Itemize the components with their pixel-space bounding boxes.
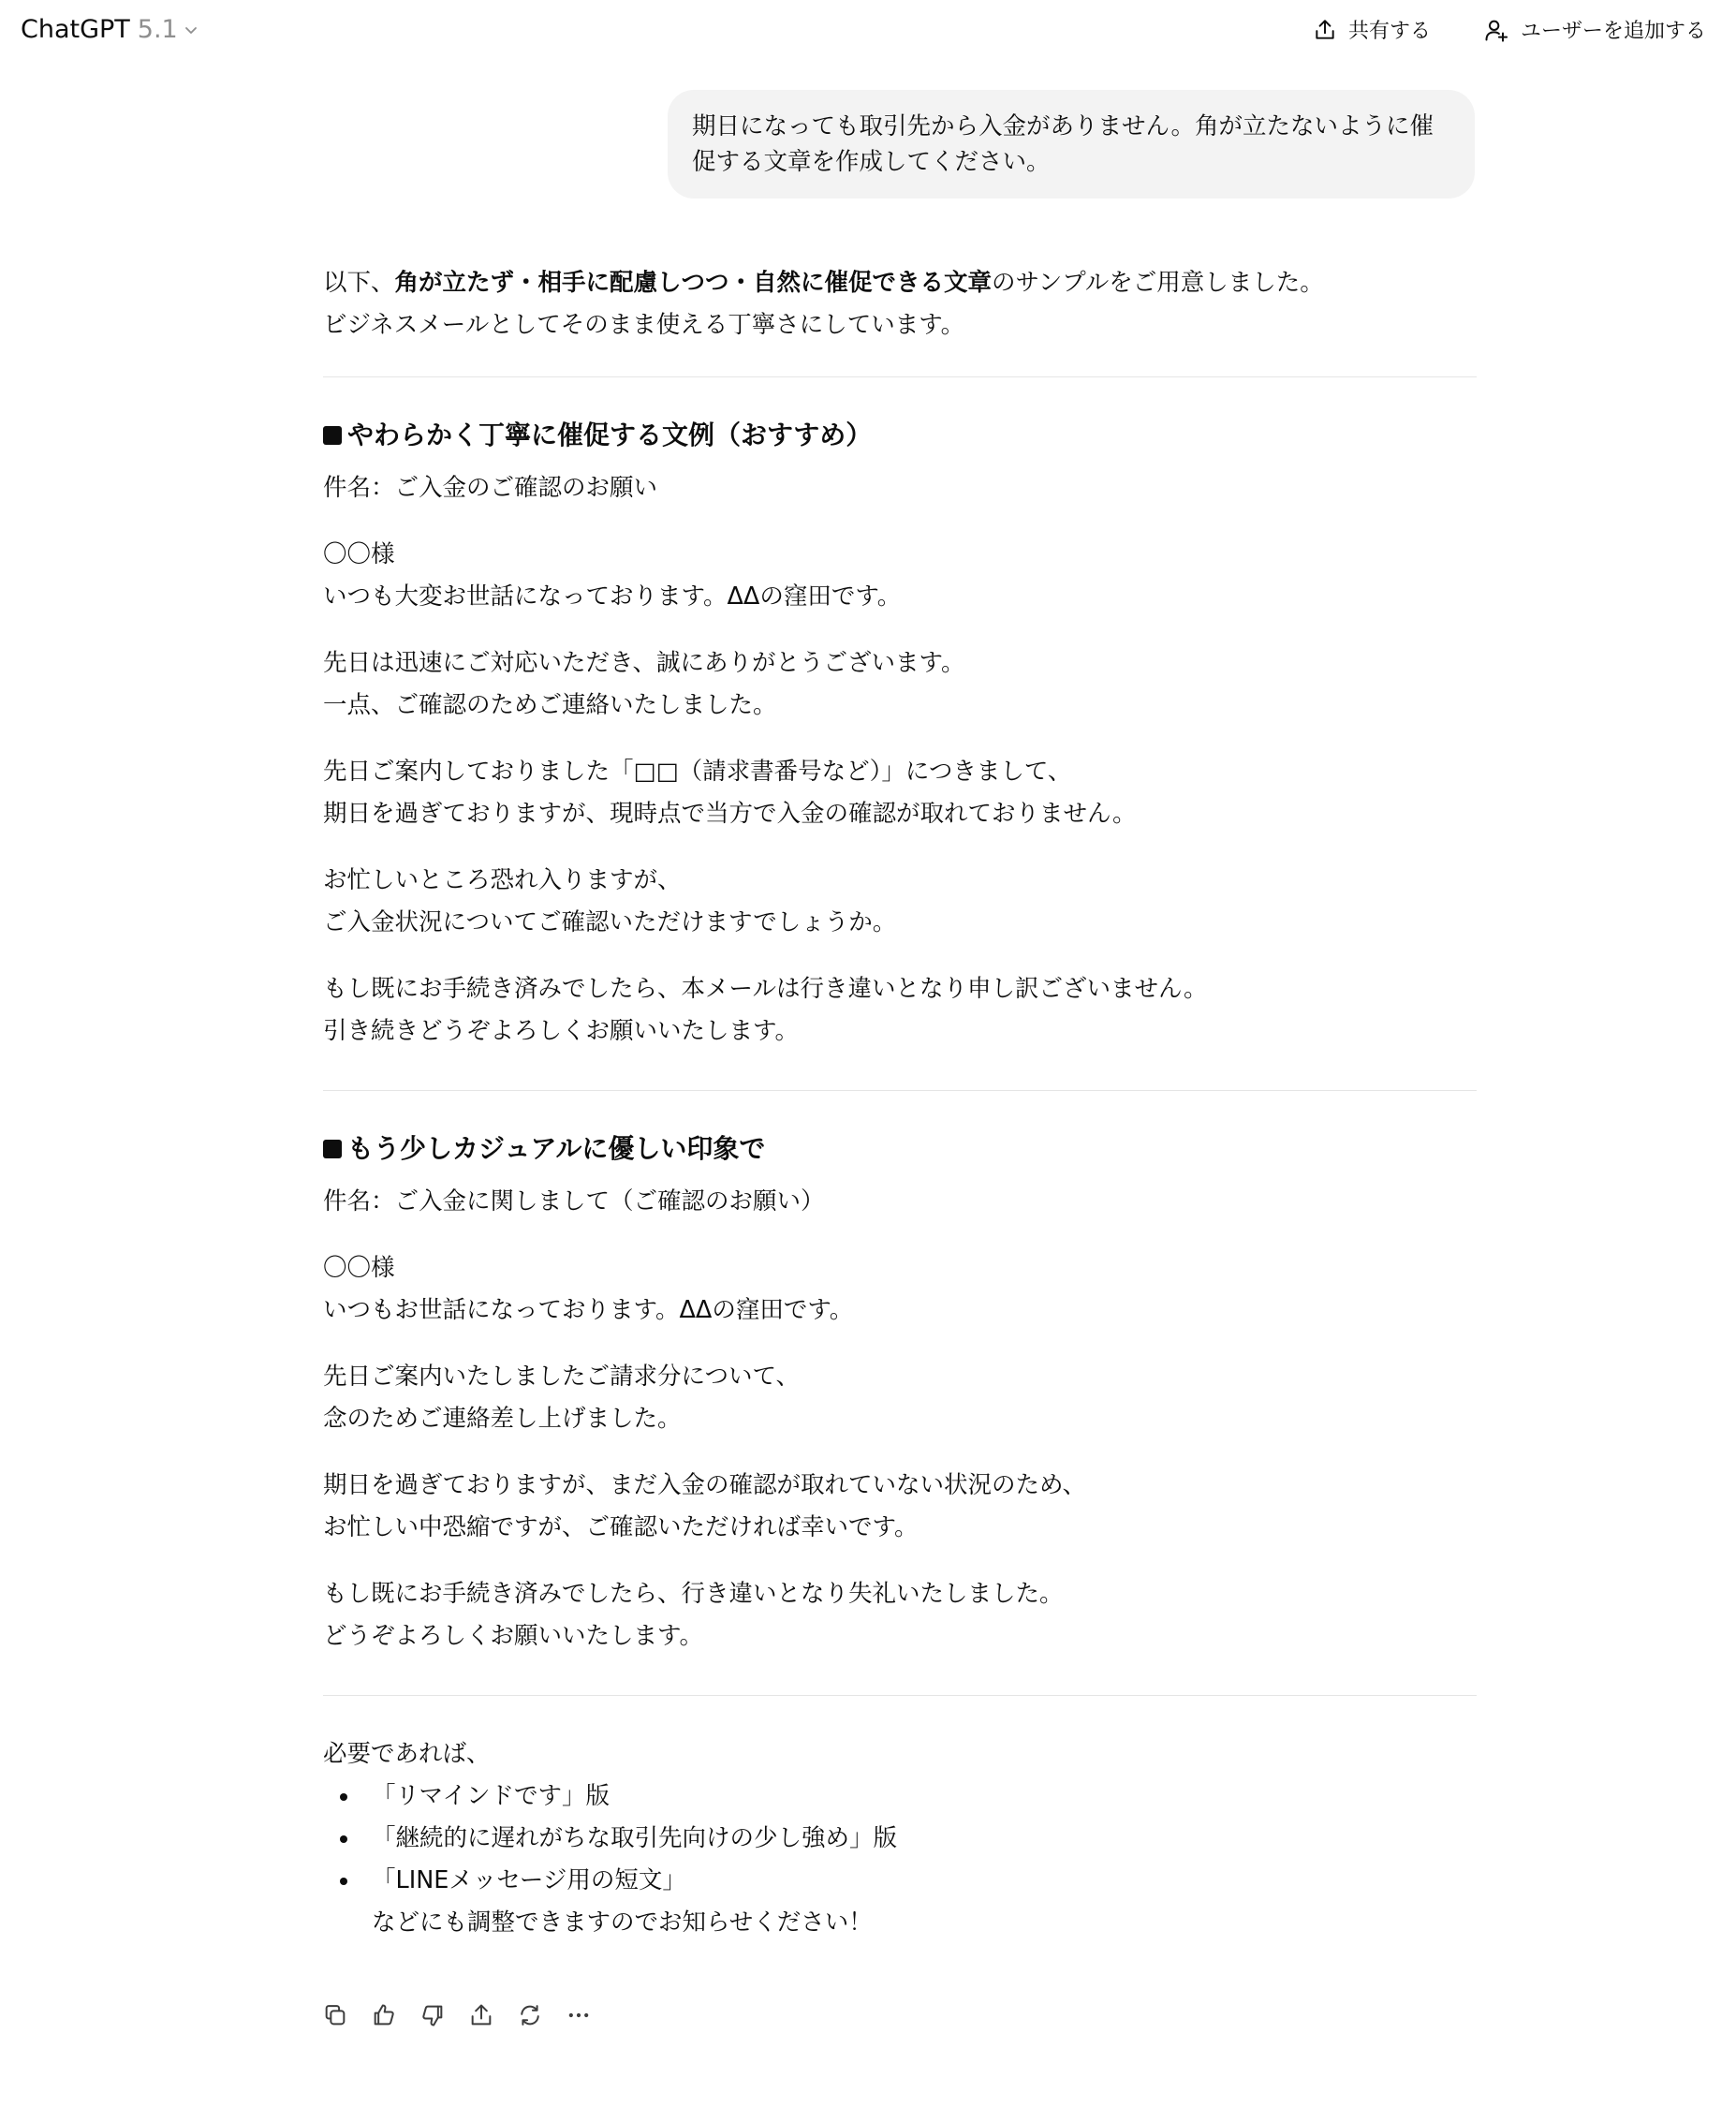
- list-item: 「LINEメッセージ用の短文」: [323, 1860, 1477, 1902]
- add-user-label: ユーザーを追加する: [1521, 20, 1707, 43]
- share-response-button[interactable]: [468, 1995, 517, 2036]
- paragraph-line: 一点、ご確認のためご連絡いたしました。: [323, 691, 777, 719]
- chevron-down-icon: [184, 22, 199, 37]
- square-bullet-icon: [323, 1140, 342, 1158]
- closing-intro: 必要であれば、: [323, 1740, 491, 1768]
- user-message-bubble: [668, 90, 1475, 199]
- top-bar: [0, 0, 1736, 67]
- intro-text: 以下、: [323, 269, 395, 297]
- paragraph-line: もし既にお手続き済みでしたら、本メールは行き違いとなり申し訳ございません。: [323, 975, 1208, 1003]
- square-bullet-icon: [323, 426, 342, 445]
- paragraph-line: ご入金状況についてご確認いただけますでしょうか。: [323, 908, 897, 936]
- share-label: 共有する: [1348, 20, 1432, 43]
- thumbs-up-icon: [371, 2002, 397, 2028]
- copy-button[interactable]: [322, 1995, 371, 2036]
- add-user-button[interactable]: [1483, 15, 1706, 44]
- more-button[interactable]: [566, 1995, 614, 2036]
- paragraph-line: もし既にお手続き済みでしたら、行き違いとなり失礼いたしました。: [323, 1580, 1064, 1608]
- paragraph-line: 先日ご案内しておりました「□□（請求書番号など）」につきまして、: [323, 758, 1072, 786]
- list-item: 「リマインドです」版: [323, 1776, 1477, 1818]
- paragraph-line: 〇〇様: [323, 1254, 395, 1282]
- intro-bold-text: 角が立たず・相手に配慮しつつ・自然に催促できる文章: [394, 269, 993, 297]
- paragraph-line: いつもお世話になっております。ΔΔの窪田です。: [323, 1296, 854, 1324]
- paragraph-line: 先日ご案内いたしましたご請求分について、: [323, 1363, 800, 1391]
- email-subject: 件名：ご入金のご確認のお願い: [323, 474, 658, 502]
- email-subject: 件名：ご入金に関しまして（ご確認のお願い）: [323, 1187, 825, 1216]
- user-message-line: 期日になっても取引先から入金がありません。角が立たないように催: [692, 112, 1434, 140]
- paragraph-line: 先日は迅速にご対応いただき、誠にありがとうございます。: [323, 649, 965, 677]
- thumbs-down-icon: [419, 2002, 446, 2028]
- regenerate-button[interactable]: [517, 1995, 566, 2036]
- thumbs-up-button[interactable]: [371, 1995, 419, 2036]
- thumbs-down-button[interactable]: [419, 1995, 468, 2036]
- section-heading-text: もう少しカジュアルに優しい印象で: [347, 1133, 766, 1164]
- intro-line: [323, 262, 1477, 304]
- paragraph-line: 期日を過ぎておりますが、現時点で当方で入金の確認が取れておりません。: [323, 800, 1137, 828]
- options-list: [323, 1776, 1477, 1902]
- paragraph-line: いつも大変お世話になっております。ΔΔの窪田です。: [323, 582, 902, 611]
- closing-outro: などにも調整できますのでお知らせください！: [372, 1908, 873, 1937]
- paragraph-line: 〇〇様: [323, 540, 395, 568]
- model-selector[interactable]: [21, 15, 199, 44]
- regenerate-icon: [517, 2002, 543, 2028]
- intro-text: のサンプルをご用意しました。: [992, 269, 1324, 297]
- paragraph-line: 念のためご連絡差し上げました。: [323, 1405, 682, 1433]
- more-icon: [566, 2002, 592, 2028]
- user-message-line: 促する文章を作成してください。: [692, 148, 1051, 176]
- paragraph-line: お忙しいところ恐れ入りますが、: [323, 866, 682, 894]
- paragraph-line: 期日を過ぎておりますが、まだ入金の確認が取れていない状況のため、: [323, 1471, 1086, 1499]
- assistant-response: [323, 262, 1477, 1944]
- intro-line: ビジネスメールとしてそのまま使える丁寧さにしています。: [323, 311, 965, 339]
- section-heading: [323, 415, 1477, 456]
- model-name: ChatGPT: [21, 15, 130, 44]
- section-heading-text: やわらかく丁寧に催促する文例（おすすめ）: [347, 420, 873, 450]
- copy-icon: [322, 2002, 348, 2028]
- share-icon: [468, 2002, 494, 2028]
- paragraph-line: お忙しい中恐縮ですが、ご確認いただければ幸いです。: [323, 1513, 919, 1541]
- paragraph-line: どうぞよろしくお願いいたします。: [323, 1622, 703, 1650]
- list-item: 「継続的に遅れがちな取引先向けの少し強め」版: [323, 1818, 1477, 1860]
- share-icon: [1313, 18, 1337, 42]
- add-user-icon: [1483, 17, 1509, 43]
- model-version: 5.1: [137, 15, 178, 44]
- message-actions: [322, 1995, 614, 2036]
- share-button[interactable]: [1313, 15, 1431, 44]
- section-heading: [323, 1128, 1477, 1170]
- paragraph-line: 引き続きどうぞよろしくお願いいたします。: [323, 1017, 799, 1045]
